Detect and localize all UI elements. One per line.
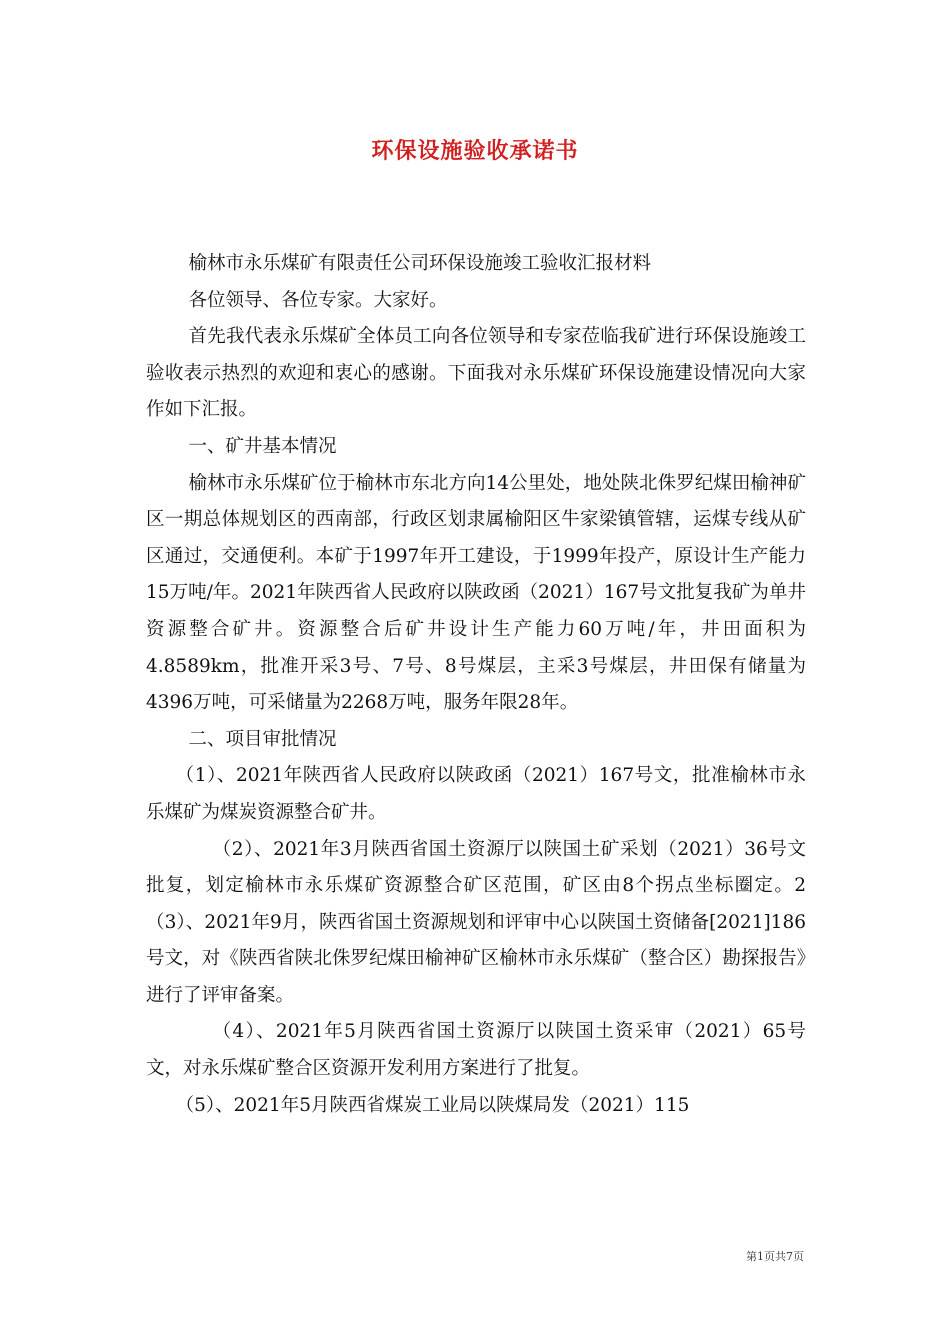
paragraph-approval-1: （1）、2021年陕西省人民政府以陕政函（2021）167号文，批准榆林市永乐煤矿为煤炭资源整合矿井。	[146, 765, 806, 823]
paragraph-approval-4: （4）、2021年5月陕西省国土资源厅以陕国土资采审（2021）65号文，对永乐煤矿整合区资源开发利用方案进行了批复。	[146, 1021, 806, 1080]
paragraph-mine-info: 榆林市永乐煤矿位于榆林市东北方向14公里处，地处陕北侏罗纪煤田榆神矿区一期总体规划区的西南部，行政区划隶属榆阳区牛家梁镇管辖，运煤专线从矿区通过，交通便利。本矿于1997年开工建设，于1999年投产，原设计生产能力15万吨/年。2021年陕西省人民政府以陕政函（2021）167号文批复我矿为单井资源整合矿井。资源整合后矿井设计生产能力60万吨/年，井田面积为4.8589km，批准开采3号、7号、8号煤层，主采3号煤层，井田保有储量为4396万吨，可采储量为2268万吨，服务年限28年。	[146, 472, 806, 714]
paragraph-approval-2: （2）、2021年3月陕西省国土资源厅以陕国土矿采划（2021）36号文批复，划定榆林市永乐煤矿资源整合矿区范围，矿区由8个拐点坐标圈定。2（3）、2021年9月，陕西省国土资源规划和评审中心以陕国土资储备[2021]186号文，对《陕西省陕北侏罗纪煤田榆神矿区榆林市永乐煤矿（整合区）勘探报告》进行了评审备案。	[146, 838, 806, 1006]
paragraph-heading: 榆林市永乐煤矿有限责任公司环保设施竣工验收汇报材料	[188, 253, 652, 274]
document-title: 环保设施验收承诺书	[371, 138, 579, 164]
section-heading-1: 一、矿井基本情况	[188, 435, 337, 457]
paragraph-intro: 首先我代表永乐煤矿全体员工向各位领导和专家莅临我矿进行环保设施竣工验收表示热烈的欢迎和衷心的感谢。下面我对永乐煤矿环保设施建设情况向大家作如下汇报。	[146, 326, 806, 421]
page-number: 第1页共7页	[746, 1250, 804, 1263]
paragraph-approval-5: （5）、2021年5月陕西省煤炭工业局以陕煤局发（2021）115	[175, 1094, 690, 1116]
document-body	[146, 246, 806, 1124]
paragraph-greeting: 各位领导、各位专家。大家好。	[188, 289, 448, 311]
section-heading-2: 二、项目审批情况	[188, 728, 337, 750]
